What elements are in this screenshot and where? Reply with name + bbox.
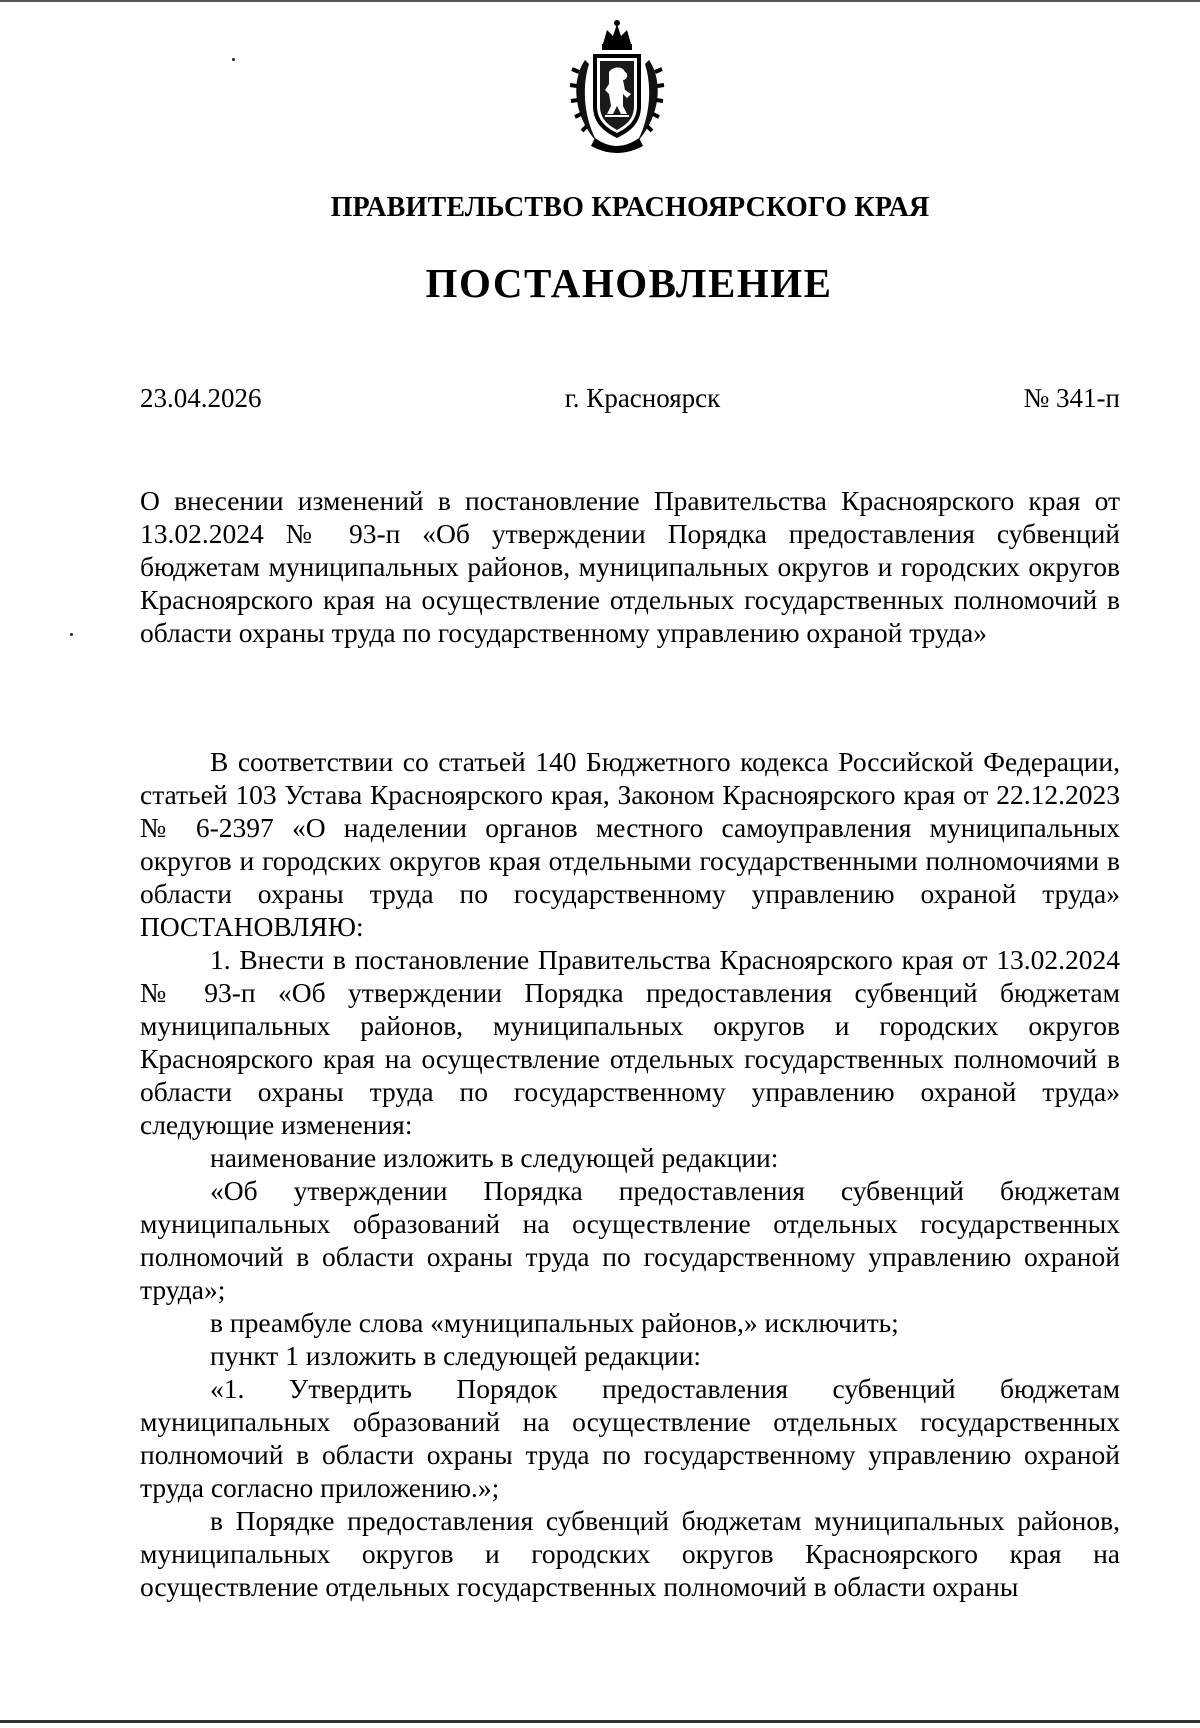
document-body: [140, 745, 1120, 1603]
body-paragraph: пункт 1 изложить в следующей редакции:: [210, 1340, 702, 1371]
document-subject: О внесении изменений в постановление Правительства Красноярского края от 13.02.2024 № 93-п «Об утверждении Порядка предоставления субвенций бюджетам муниципальных районов, муниципальных округов и городских округов Красноярского края на осуществление отдельных государственных полномочий в области охраны труда по государственному управлению охраной труда»: [140, 485, 1120, 648]
scan-speck: [70, 633, 73, 636]
body-paragraph: В соответствии со статьей 140 Бюджетного кодекса Российской Федерации, статьей 103 Устава Красноярского края, Законом Красноярского края от 22.12.2023 № 6-2397 «О наделении органов местного самоуправления муниципальных округов и городских округов края отдельными государственными полномочиями в области охраны труда по государственному управлению охраной труда» ПОСТАНОВЛЯЮ:: [140, 746, 1120, 942]
document-meta-row: [140, 383, 1120, 419]
krasnoyarsk-krai-coat-of-arms-icon: [569, 20, 665, 156]
body-paragraph: «Об утверждении Порядка предоставления субвенций бюджетам муниципальных образований на осуществление отдельных государственных полномочий в области охраны труда по государственному управлению охраной труда»;: [140, 1175, 1120, 1305]
document-number: № 341-п: [1023, 383, 1120, 413]
body-paragraph: 1. Внести в постановление Правительства Красноярского края от 13.02.2024 № 93-п «Об утверждении Порядка предоставления субвенций бюджетам муниципальных районов, муниципальных округов и городских округов Красноярского края на осуществление отдельных государственных полномочий в области охраны труда по государственному управлению охраной труда» следующие изменения:: [140, 944, 1120, 1140]
body-paragraph: в Порядке предоставления субвенций бюджетам муниципальных районов, муниципальных округов и городских округов Красноярского края на осуществление отдельных государственных полномочий в области охраны: [140, 1505, 1120, 1602]
scan-speck: [232, 58, 235, 61]
organization-title: ПРАВИТЕЛЬСТВО КРАСНОЯРСКОГО КРАЯ: [330, 192, 930, 223]
body-paragraph: в преамбуле слова «муниципальных районов,» исключить;: [210, 1307, 899, 1338]
document-date: 23.04.2026: [140, 383, 262, 413]
document-type-title: ПОСТАНОВЛЕНИЕ: [425, 260, 833, 306]
scan-edge-bottom: [0, 1720, 1200, 1723]
document-city: г. Красноярск: [564, 383, 721, 413]
body-paragraph: «1. Утвердить Порядок предоставления субвенций бюджетам муниципальных образований на осуществление отдельных государственных полномочий в области охраны труда по государственному управлению охраной труда согласно приложению.»;: [140, 1373, 1120, 1503]
scan-edge-top: [0, 0, 1200, 2]
body-paragraph: наименование изложить в следующей редакции:: [210, 1142, 779, 1173]
